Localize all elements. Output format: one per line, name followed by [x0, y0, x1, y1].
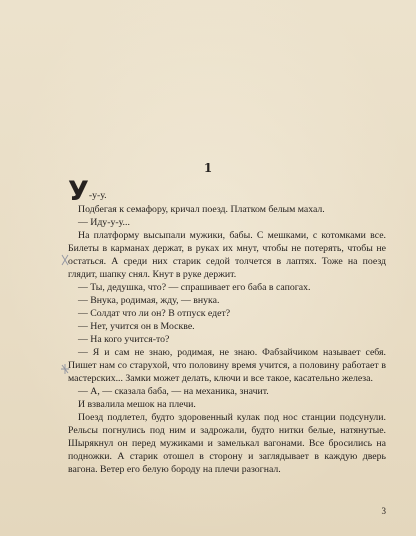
paragraph: Подбегая к семафору, кричал поезд. Платком белым махал.	[78, 204, 325, 215]
paragraph: Поезд подлетел, будто здоровенный кулак под нос станции подсунули. Рельсы погнулись под ним и задрожали, будто нитки белые, натянутые. Шырякнул он перед мужиками и замелькал вагонами. Все бросились на подножки. А старик отошел в сторону и заглядывает в каждую дверь вагона. Ветер его белую бороду на плечи разогнал.	[68, 412, 386, 475]
pencil-mark-icon	[59, 362, 71, 376]
opening-line	[68, 176, 386, 207]
opening-line-rest: -у-у.	[88, 190, 107, 201]
paragraph: — Солдат что ли он? В отпуск едет?	[78, 308, 231, 319]
paragraph: — Иду-у-у...	[78, 217, 130, 228]
paragraph: На платформу высыпали мужики, бабы. С мешками, с котомками все. Билеты в карманах держат, в руках их мнут, чтобы не потерять, чтобы не остаться. А среди них старик седой толчется в лаптях. Тоже на поезд глядит, шапку снял. Кнут в руке держит.	[68, 230, 386, 280]
drop-cap-letter: У	[68, 176, 88, 207]
pencil-mark-icon	[59, 253, 71, 267]
chapter-text	[68, 176, 386, 476]
paragraph: — На кого учится-то?	[78, 334, 170, 345]
paragraph: — Нет, учится он в Москве.	[78, 321, 195, 332]
paragraph: — Я и сам не знаю, родимая, не знаю. Фабзайчиком называет себя. Пишет нам со старухой, что половину время учится, а половину работает в мастерских... Замки может делать, ключи и все такое, касательно железа.	[68, 347, 386, 384]
chapter-number: 1	[203, 161, 213, 175]
paragraph: — Внука, родимая, жду, — внука.	[78, 295, 220, 306]
paragraph: — Ты, дедушка, что? — спрашивает его баба в сапогах.	[78, 282, 311, 293]
paragraph: И взвалила мешок на плечи.	[78, 399, 196, 410]
paragraph: — А, — сказала баба, — на механика, значит.	[78, 386, 269, 397]
page-number: 3	[381, 506, 386, 516]
